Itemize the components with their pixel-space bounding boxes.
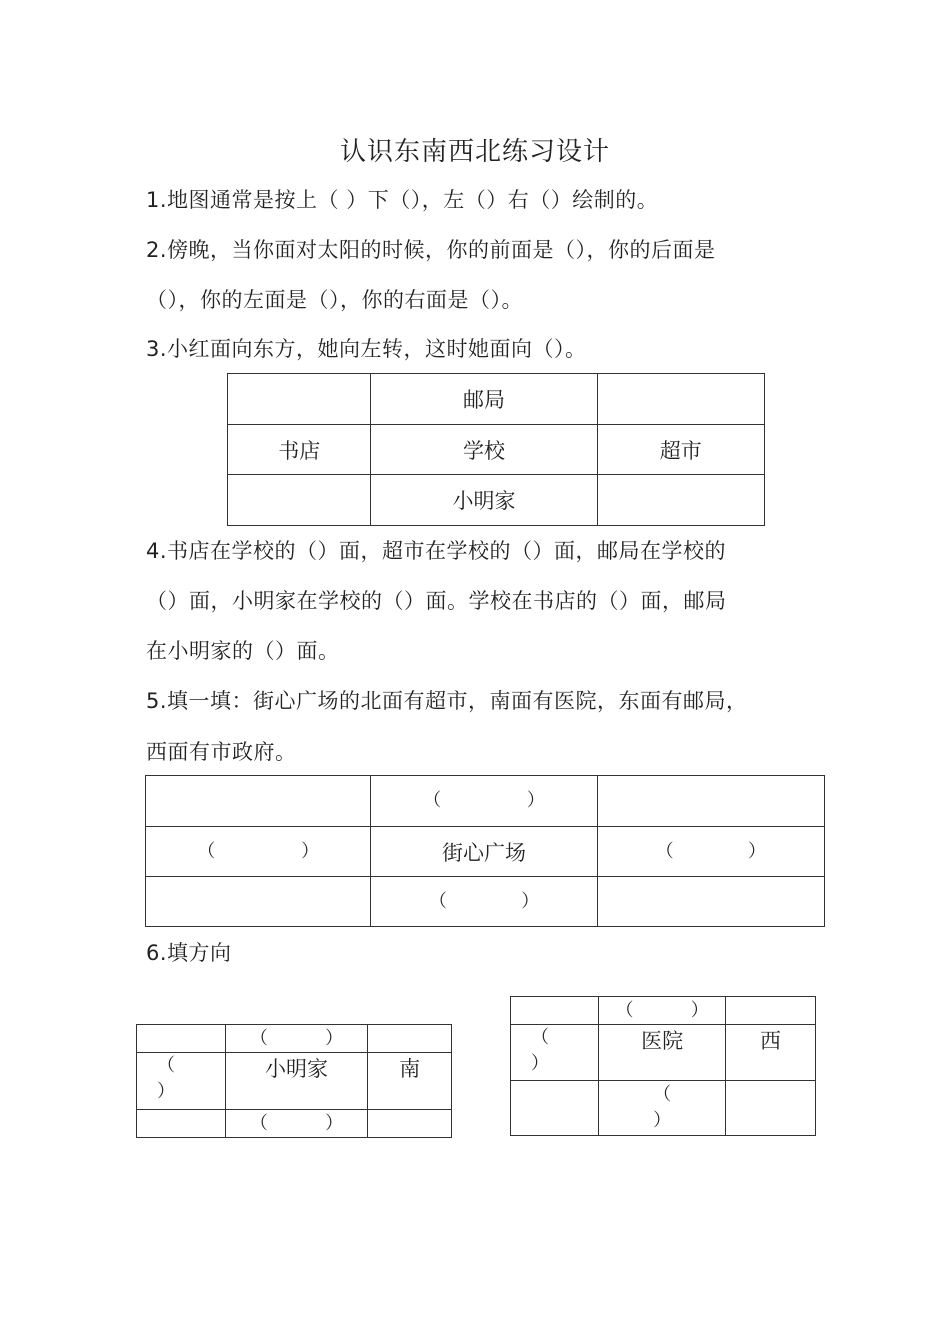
map-cell-w: 书店	[228, 425, 371, 475]
question-4-line-3: 在小明家的（）面。	[146, 639, 340, 663]
square-cell-n: （ ）	[371, 776, 597, 827]
left-cell-e: 南	[368, 1053, 452, 1110]
square-cell-center: 街心广场	[371, 827, 597, 877]
question-4-line-1: 4.书店在学校的（）面，超市在学校的（）面，邮局在学校的	[146, 539, 727, 563]
question-2-line-2: （），你的左面是（），你的右面是（）。	[146, 288, 523, 312]
map-cell-center: 学校	[371, 425, 597, 475]
left-cell-w: （ ）	[137, 1053, 226, 1110]
right-cell-center: 医院	[599, 1025, 726, 1081]
square-cell-ne	[597, 776, 824, 827]
page-title: 认识东南西北练习设计	[339, 137, 610, 167]
map-table	[227, 373, 765, 526]
left-cell-s: （ ）	[225, 1110, 368, 1138]
right-cell-se	[725, 1081, 815, 1136]
right-cell-e: 西	[725, 1025, 815, 1081]
map-cell-s: 小明家	[371, 475, 597, 526]
left-cell-n: （ ）	[225, 1025, 368, 1053]
square-cell-sw	[146, 877, 371, 927]
square-cell-se	[597, 877, 824, 927]
map-cell-nw	[228, 374, 371, 425]
right-direction-table	[510, 996, 816, 1136]
map-cell-ne	[597, 374, 764, 425]
left-direction-table	[136, 1024, 452, 1138]
right-cell-nw	[511, 997, 599, 1025]
left-cell-se	[368, 1110, 452, 1138]
left-cell-nw	[137, 1025, 226, 1053]
question-5-line-2: 西面有市政府。	[146, 740, 297, 764]
map-cell-sw	[228, 475, 371, 526]
right-cell-w: （ ）	[511, 1025, 599, 1081]
map-cell-e: 超市	[597, 425, 764, 475]
question-2-line-1: 2.傍晚，当你面对太阳的时候，你的前面是（），你的后面是	[146, 238, 716, 262]
square-cell-e: （ ）	[597, 827, 824, 877]
question-4-line-2: （）面，小明家在学校的（）面。学校在书店的（）面，邮局	[146, 589, 727, 613]
left-cell-sw	[137, 1110, 226, 1138]
right-cell-ne	[725, 997, 815, 1025]
square-cell-s: （ ）	[371, 877, 597, 927]
question-3: 3.小红面向东方，她向左转，这时她面向（）。	[146, 337, 587, 361]
map-cell-n: 邮局	[371, 374, 597, 425]
left-cell-ne	[368, 1025, 452, 1053]
question-6: 6.填方向	[146, 941, 232, 965]
square-table	[145, 775, 825, 927]
right-cell-n: （ ）	[599, 997, 726, 1025]
map-cell-se	[597, 475, 764, 526]
square-cell-w: （ ）	[146, 827, 371, 877]
right-cell-sw	[511, 1081, 599, 1136]
right-cell-s: （ ）	[599, 1081, 726, 1136]
question-5-line-1: 5.填一填：街心广场的北面有超市，南面有医院，东面有邮局，	[146, 689, 748, 713]
left-cell-center: 小明家	[225, 1053, 368, 1110]
question-1: 1.地图通常是按上（ ）下（），左（）右（）绘制的。	[146, 188, 659, 212]
square-cell-nw	[146, 776, 371, 827]
